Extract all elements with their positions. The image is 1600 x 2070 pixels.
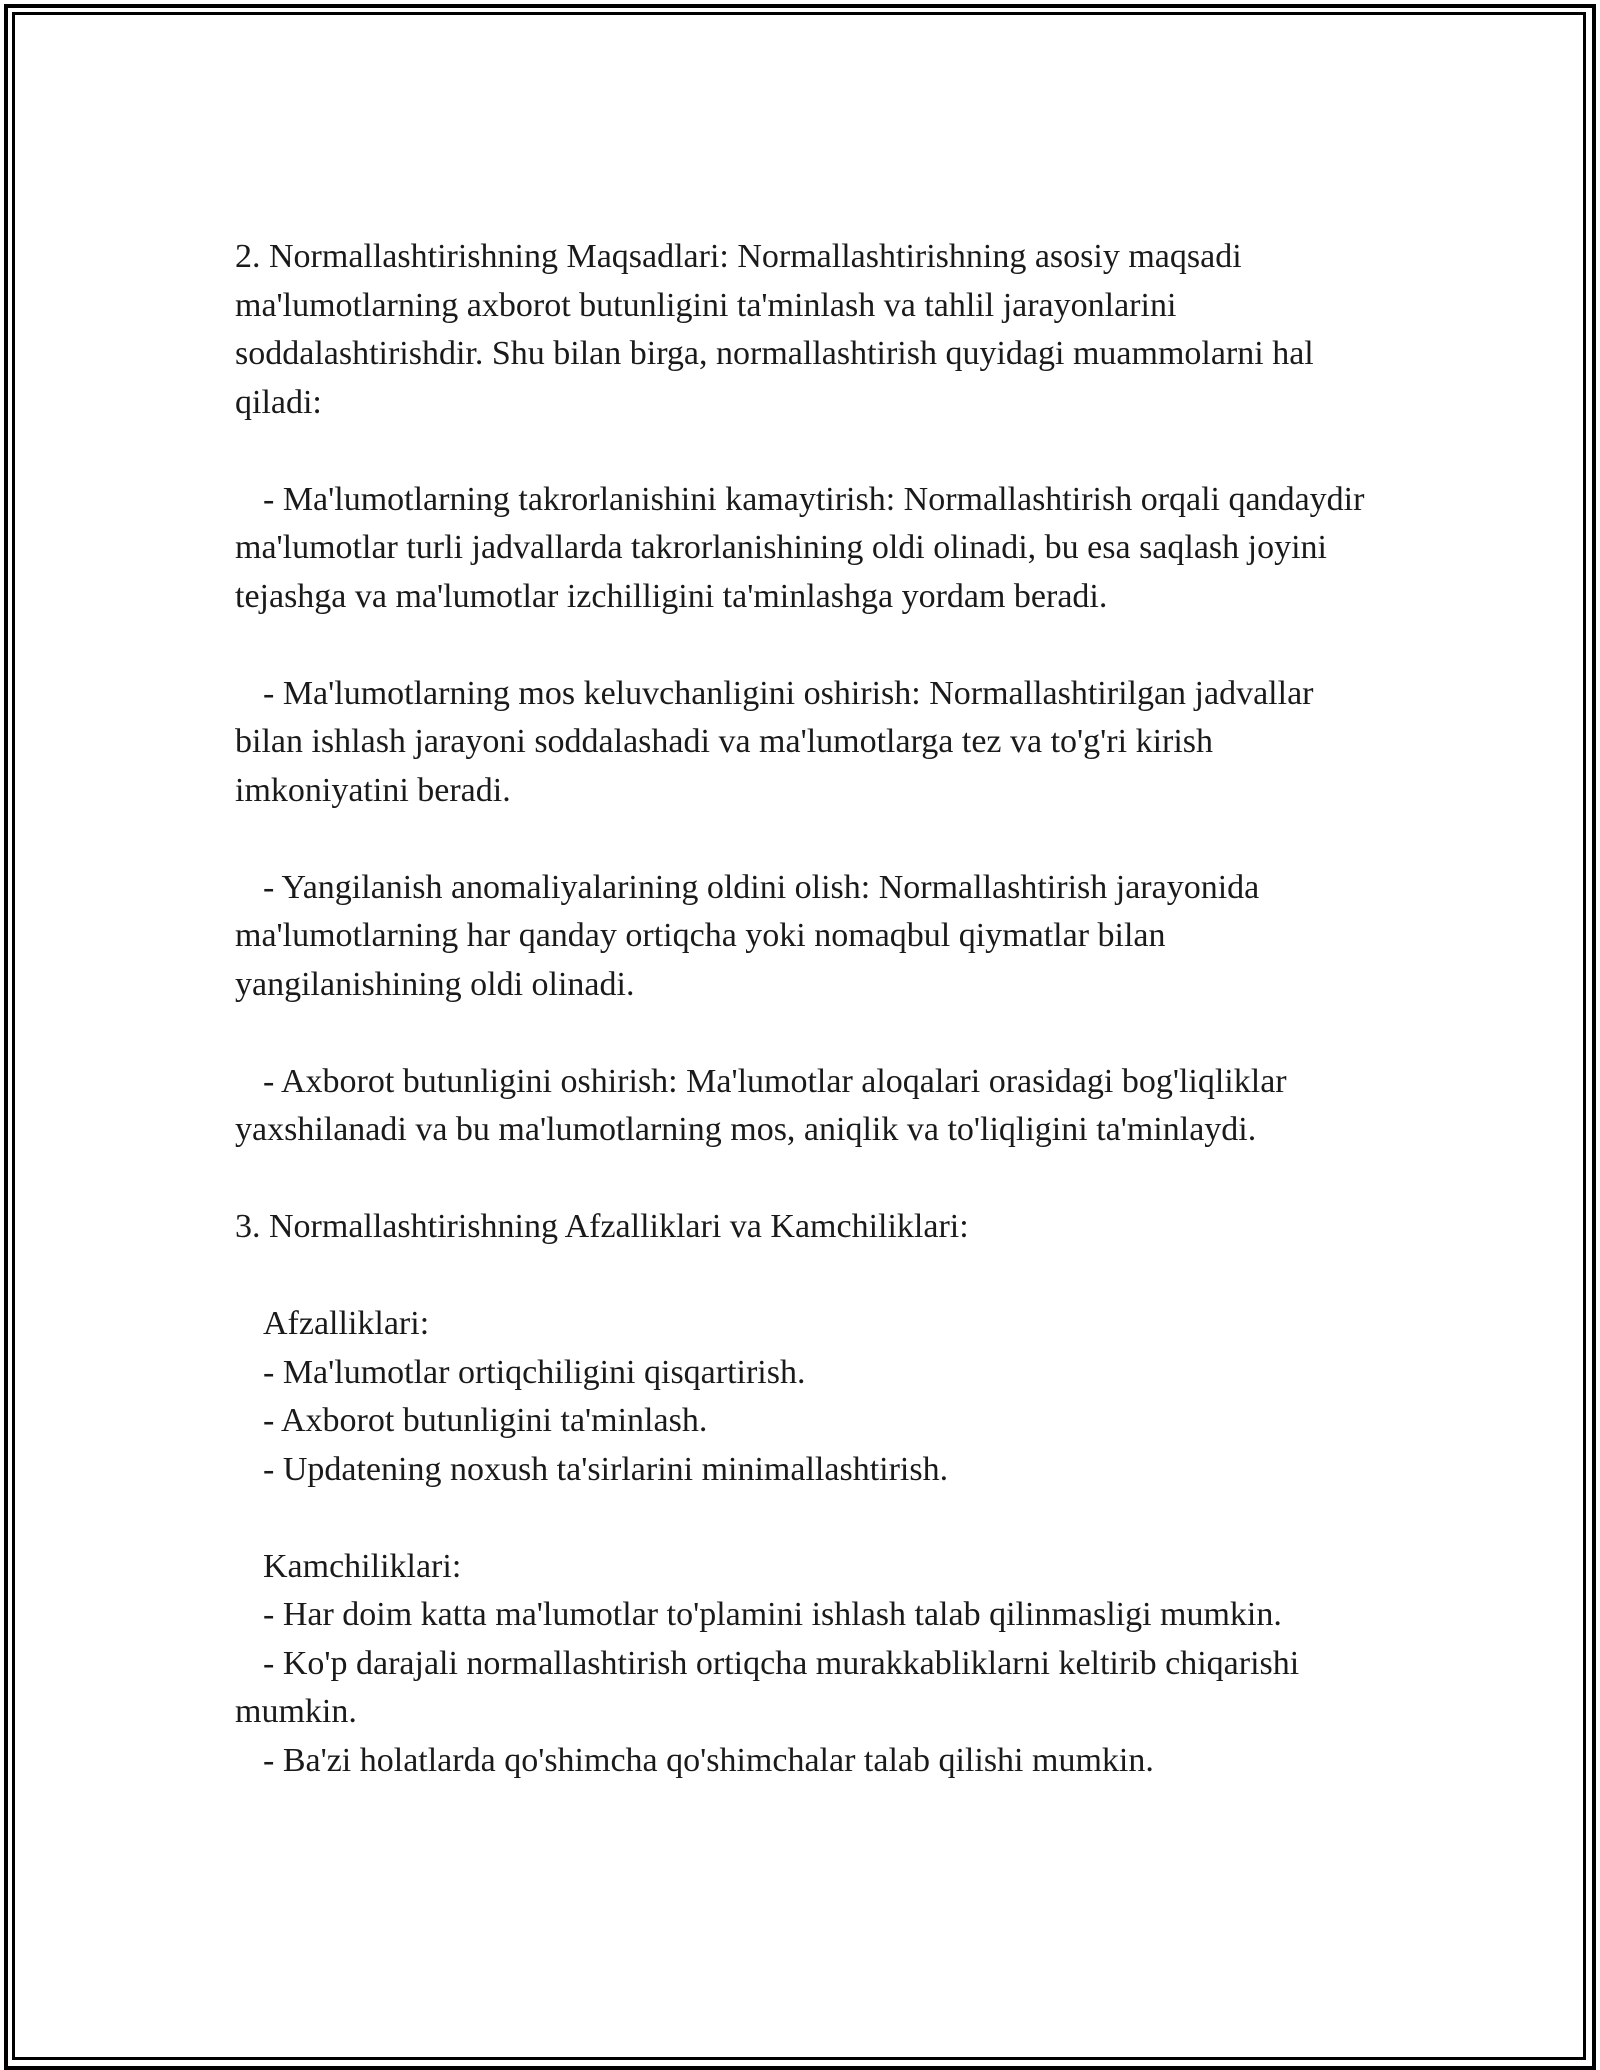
- pros-block: [235, 1300, 1385, 1494]
- cons-label: Kamchiliklari:: [263, 1547, 462, 1585]
- cons-block: [235, 1543, 1385, 1786]
- goals-intro-paragraph: 2. Normallashtirishning Maqsadlari: Normallashtirishning asosiy maqsadi ma'lumotlarning axborot butunligini ta'minlash va tahlil jarayonlarini soddalashtirishdir. Shu bilan birga, normallashtirish quyidagi muammolarni hal qiladi:: [235, 238, 1314, 421]
- goals-item-4: - Axborot butunligini oshirish: Ma'lumotlar aloqalari orasidagi bog'liqliklar yaxshilanadi va bu ma'lumotlarning mos, aniqlik va to'liqligini ta'minlaydi.: [235, 1062, 1287, 1148]
- pros-cons-heading: 3. Normallashtirishning Afzalliklari va Kamchiliklari:: [235, 1208, 969, 1245]
- pros-item-3: - Updatening noxush ta'sirlarini minimallashtirish.: [263, 1450, 949, 1488]
- cons-item-1: - Har doim katta ma'lumotlar to'plamini ishlash talab qilinmasligi mumkin.: [263, 1596, 1282, 1633]
- pros-item-2: - Axborot butunligini ta'minlash.: [263, 1402, 708, 1439]
- goals-item-2: - Ma'lumotlarning mos keluvchanligini oshirish: Normallashtirilgan jadvallar bilan ishlash jarayoni soddalashadi va ma'lumotlarga tez va to'g'ri kirish imkoniyatini beradi.: [235, 674, 1314, 809]
- document-body: [235, 233, 1385, 1785]
- goals-item-3: - Yangilanish anomaliyalarining oldini olish: Normallashtirish jarayonida ma'lumotlarning har qanday ortiqcha yoki nomaqbul qiymatlar bilan yangilanishining oldi olinadi.: [235, 868, 1260, 1003]
- pros-item-1: - Ma'lumotlar ortiqchiligini qisqartirish.: [263, 1353, 806, 1391]
- cons-item-2: - Ko'p darajali normallashtirish ortiqcha murakkabliklarni keltirib chiqarishi mumkin.: [235, 1644, 1300, 1730]
- cons-item-3: - Ba'zi holatlarda qo'shimcha qo'shimchalar talab qilishi mumkin.: [263, 1741, 1154, 1779]
- pros-label: Afzalliklari:: [263, 1305, 430, 1342]
- goals-item-1: - Ma'lumotlarning takrorlanishini kamaytirish: Normallashtirish orqali qandaydir ma'lumotlar turli jadvallarda takrorlanishining oldi olinadi, bu esa saqlash joyini tejashga va ma'lumotlar izchilligini ta'minlashga yordam beradi.: [235, 480, 1365, 615]
